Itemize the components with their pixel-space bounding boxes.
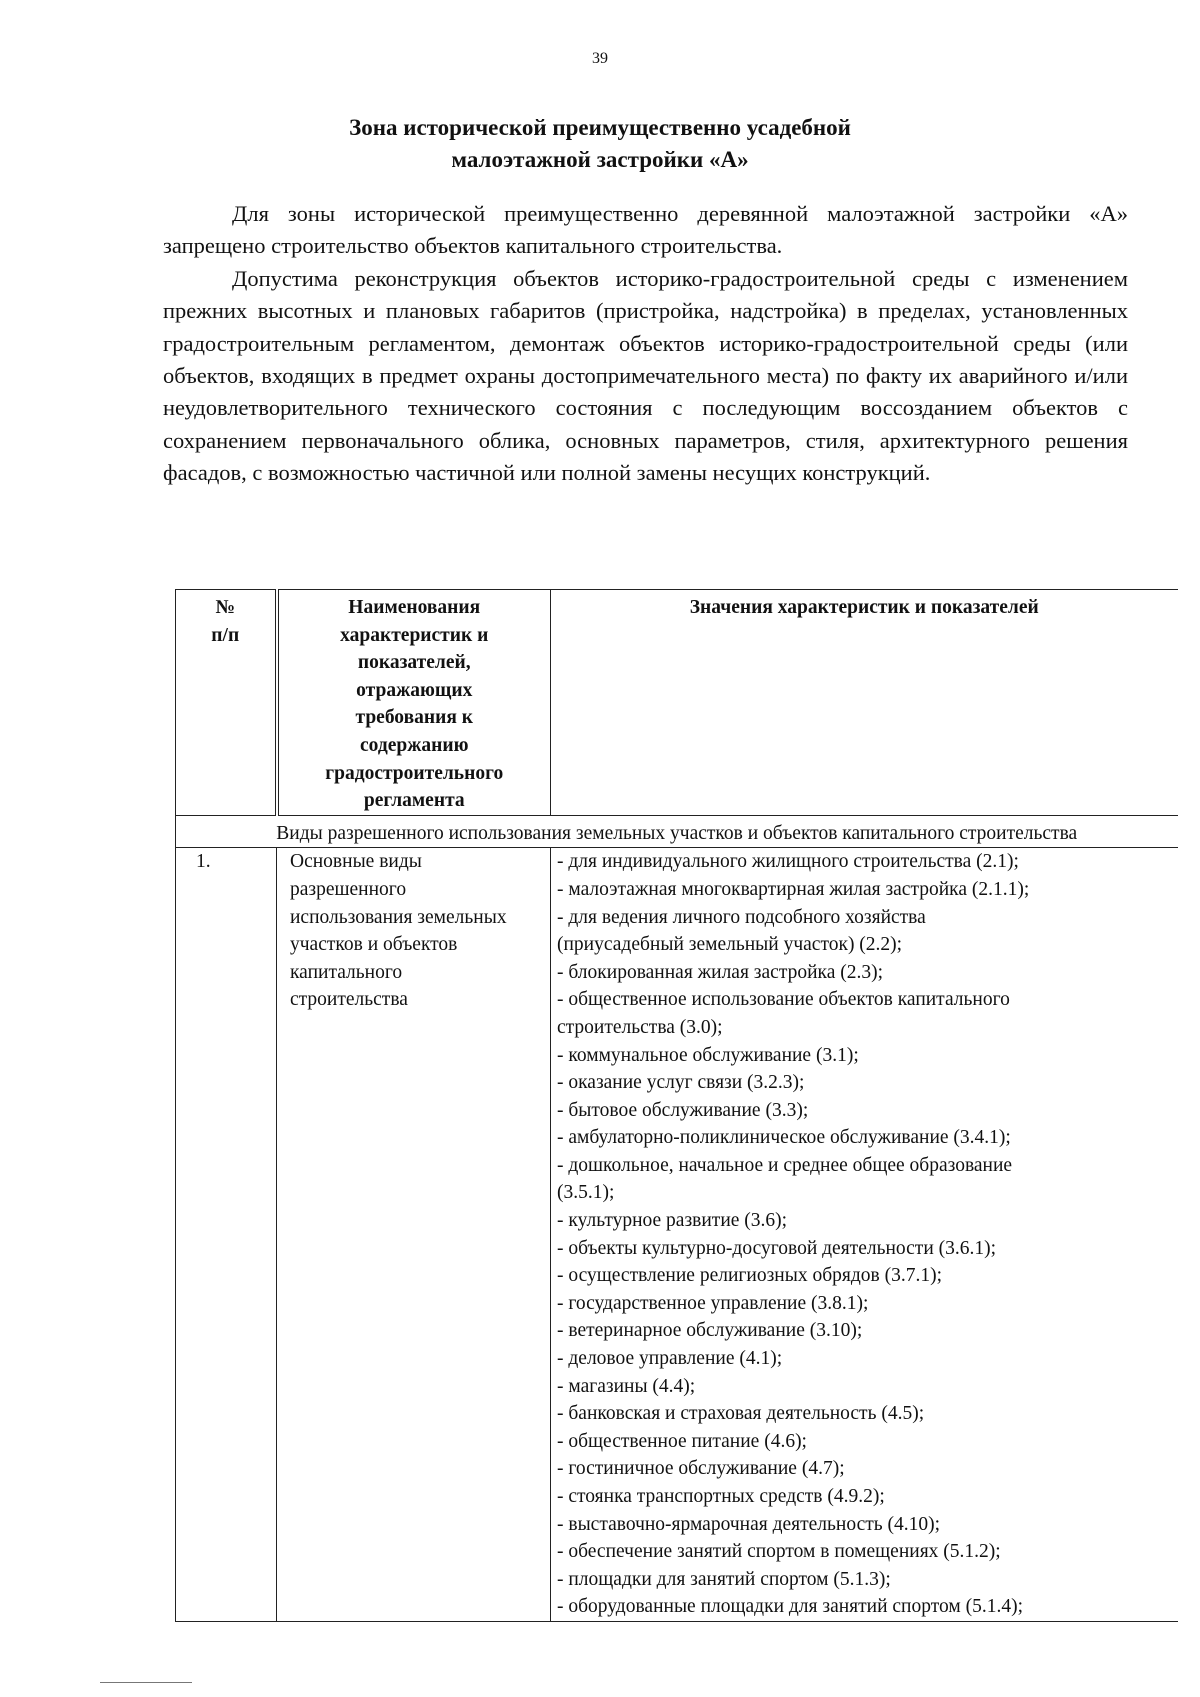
title-line-2: малоэтажной застройки «А» <box>451 147 749 172</box>
paragraph-prohibition: Для зоны исторической преимущественно деревянной малоэтажной застройки «А» запрещено строительство объектов капитального строительства. <box>163 201 1128 259</box>
title-line-1: Зона исторической преимущественно усадебной <box>349 115 851 140</box>
section-title: Виды разрешенного использования земельных участков и объектов капитального строительства <box>176 815 1178 848</box>
header-number: № п/п <box>176 590 277 816</box>
table-section-row <box>176 815 1178 848</box>
footer-rule <box>100 1682 192 1683</box>
page-number: 39 <box>592 50 608 67</box>
paragraph-reconstruction: Допустима реконструкция объектов историко-градостроительной среды с изменением прежних высотных и плановых габаритов (пристройка, надстройка) в пределах, установленных градостроительным регламентом, демонтаж объектов историко-градостроительной среды (или объектов, входящих в предмет охраны достопримечательного места) по факту их аварийного и/или неудовлетворительного технического состояния с последующим воссозданием объектов с сохранением первоначального облика, основных параметров, стиля, архитектурного решения фасадов, с возможностью частичной или полной замены несущих конструкций. <box>163 265 1128 486</box>
row-values: - для индивидуального жилищного строительства (2.1); - малоэтажная многоквартирная жилая застройка (2.1.1); - для ведения личного подсобного хозяйства (приусадебный земельный участок) (2.2); - блокированная жилая застройка (2.3); - общественное использование объектов капитального строительства (3.0); - коммунальное обслуживание (3.1); - оказание услуг связи (3.2.3); - бытовое обслуживание (3.3); - амбулаторно-поликлиническое обслуживание (3.4.1); - дошкольное, начальное и среднее общее образование (3.5.1); - культурное развитие (3.6); - объекты культурно-досуговой деятельности (3.6.1); - осуществление религиозных обрядов (3.7.1); - государственное управление (3.8.1); - ветеринарное обслуживание (3.10); - деловое управление (4.1); - магазины (4.4); - банковская и страховая деятельность (4.5); - общественное питание (4.6); - гостиничное обслуживание (4.7); - стоянка транспортных средств (4.9.2); - выставочно-ярмарочная деятельность (4.10); - обеспечение занятий спортом в помещениях (5.1.2); - площадки для занятий спортом (5.1.3); - оборудованные площадки для занятий спортом (5.1.4); <box>551 848 1178 1622</box>
table-row <box>176 848 1178 1622</box>
table-header-row <box>176 590 1178 816</box>
row-number: 1. <box>176 848 277 1622</box>
header-name: Наименования характеристик и показателей, отражающих требования к содержанию градостроительного регламента <box>277 590 551 816</box>
regulation-table <box>175 589 1178 1622</box>
intro-text <box>163 198 1128 490</box>
row-name: Основные виды разрешенного использования земельных участков и объектов капитального строительства <box>277 848 551 1622</box>
document-title <box>150 112 1050 176</box>
header-values: Значения характеристик и показателей <box>551 590 1178 816</box>
